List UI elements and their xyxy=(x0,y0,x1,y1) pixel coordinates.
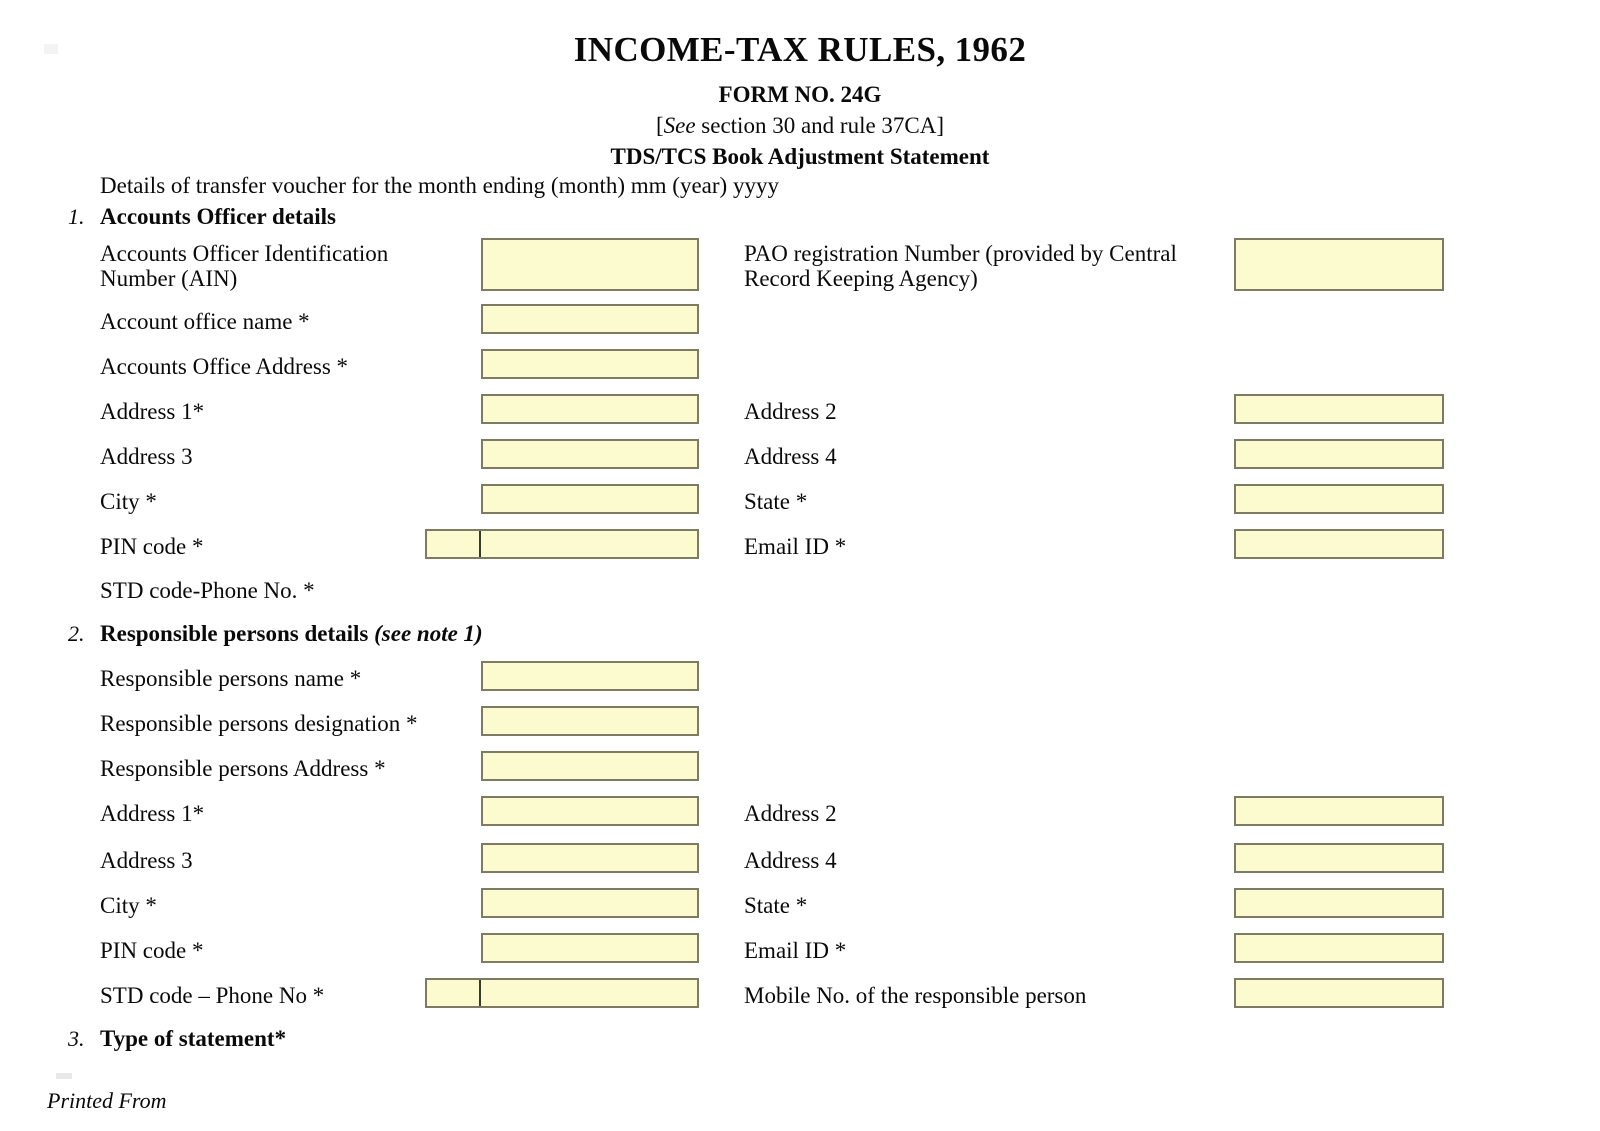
label-email-officer: Email ID * xyxy=(744,534,847,559)
section-number-3: 3. xyxy=(68,1026,85,1051)
label-address-3-responsible: Address 3 xyxy=(100,848,193,873)
section-title-1: Accounts Officer details xyxy=(100,204,336,229)
see-keyword: See xyxy=(663,113,696,138)
field-address-3-responsible[interactable] xyxy=(481,843,699,873)
section-title-3: Type of statement* xyxy=(100,1026,287,1051)
section-title-2-text: Responsible persons details xyxy=(100,621,375,646)
field-address-4-officer[interactable] xyxy=(1234,439,1444,469)
see-reference-text: section 30 and rule 37CA xyxy=(695,113,937,138)
field-address-3-officer[interactable] xyxy=(481,439,699,469)
field-address-2-responsible[interactable] xyxy=(1234,796,1444,826)
field-email-responsible[interactable] xyxy=(1234,933,1444,963)
label-address-3-officer: Address 3 xyxy=(100,444,193,469)
label-ain-line1: Accounts Officer Identification xyxy=(100,241,389,266)
label-email-responsible: Email ID * xyxy=(744,938,847,963)
label-responsible-name: Responsible persons name * xyxy=(100,666,362,691)
field-email-officer[interactable] xyxy=(1234,529,1444,559)
field-state-responsible[interactable] xyxy=(1234,888,1444,918)
section-title-2 xyxy=(100,621,483,647)
label-accounts-office-address: Accounts Office Address * xyxy=(100,354,349,379)
field-divider xyxy=(479,980,481,1006)
see-bracket-close: ] xyxy=(936,113,945,138)
label-address-2-officer: Address 2 xyxy=(744,399,837,424)
field-std-phone-responsible[interactable] xyxy=(425,978,699,1008)
label-state-officer: State * xyxy=(744,489,808,514)
field-pin-code-responsible[interactable] xyxy=(481,933,699,963)
see-reference xyxy=(0,113,1600,139)
label-account-office-name: Account office name * xyxy=(100,309,310,334)
label-state-responsible: State * xyxy=(744,893,808,918)
field-address-1-officer[interactable] xyxy=(481,394,699,424)
label-address-1-officer: Address 1* xyxy=(100,399,205,424)
field-mobile-responsible[interactable] xyxy=(1234,978,1444,1008)
section-number-1: 1. xyxy=(68,204,85,229)
form-number: FORM NO. 24G xyxy=(718,82,882,107)
label-std-phone-officer: STD code-Phone No. * xyxy=(100,578,315,603)
field-city-responsible[interactable] xyxy=(481,888,699,918)
label-address-4-officer: Address 4 xyxy=(744,444,837,469)
section-2-note: (see note 1) xyxy=(374,621,483,646)
field-responsible-designation[interactable] xyxy=(481,706,699,736)
footer-artifact xyxy=(56,1073,72,1079)
field-city-officer[interactable] xyxy=(481,484,699,514)
field-ain[interactable] xyxy=(481,238,699,291)
label-responsible-designation: Responsible persons designation * xyxy=(100,711,418,736)
label-std-phone-responsible: STD code – Phone No * xyxy=(100,983,325,1008)
label-pao-line2: Record Keeping Agency) xyxy=(744,266,978,291)
label-mobile-responsible: Mobile No. of the responsible person xyxy=(744,983,1087,1008)
see-bracket-open: [ xyxy=(655,113,664,138)
label-address-4-responsible: Address 4 xyxy=(744,848,837,873)
label-pao-line1: PAO registration Number (provided by Central xyxy=(744,241,1177,266)
label-city-officer: City * xyxy=(100,489,157,514)
field-pin-code-officer[interactable] xyxy=(425,529,699,559)
label-pin-code-officer: PIN code * xyxy=(100,534,204,559)
label-responsible-address: Responsible persons Address * xyxy=(100,756,386,781)
field-address-2-officer[interactable] xyxy=(1234,394,1444,424)
field-divider xyxy=(479,531,481,557)
document-title: INCOME-TAX RULES, 1962 xyxy=(573,30,1027,69)
field-responsible-address[interactable] xyxy=(481,751,699,781)
field-responsible-name[interactable] xyxy=(481,661,699,691)
field-address-1-responsible[interactable] xyxy=(481,796,699,826)
section-number-2: 2. xyxy=(68,621,85,646)
field-account-office-name[interactable] xyxy=(481,304,699,334)
voucher-period-line: Details of transfer voucher for the month ending (month) mm (year) yyyy xyxy=(100,173,779,198)
label-pin-code-responsible: PIN code * xyxy=(100,938,204,963)
field-accounts-office-address[interactable] xyxy=(481,349,699,379)
document-subtitle: TDS/TCS Book Adjustment Statement xyxy=(610,144,990,169)
label-city-responsible: City * xyxy=(100,893,157,918)
label-address-1-responsible: Address 1* xyxy=(100,801,205,826)
field-state-officer[interactable] xyxy=(1234,484,1444,514)
printed-from-footer: Printed From xyxy=(47,1088,167,1113)
field-pao-registration-number[interactable] xyxy=(1234,238,1444,291)
label-address-2-responsible: Address 2 xyxy=(744,801,837,826)
field-address-4-responsible[interactable] xyxy=(1234,843,1444,873)
label-ain-line2: Number (AIN) xyxy=(100,266,238,291)
